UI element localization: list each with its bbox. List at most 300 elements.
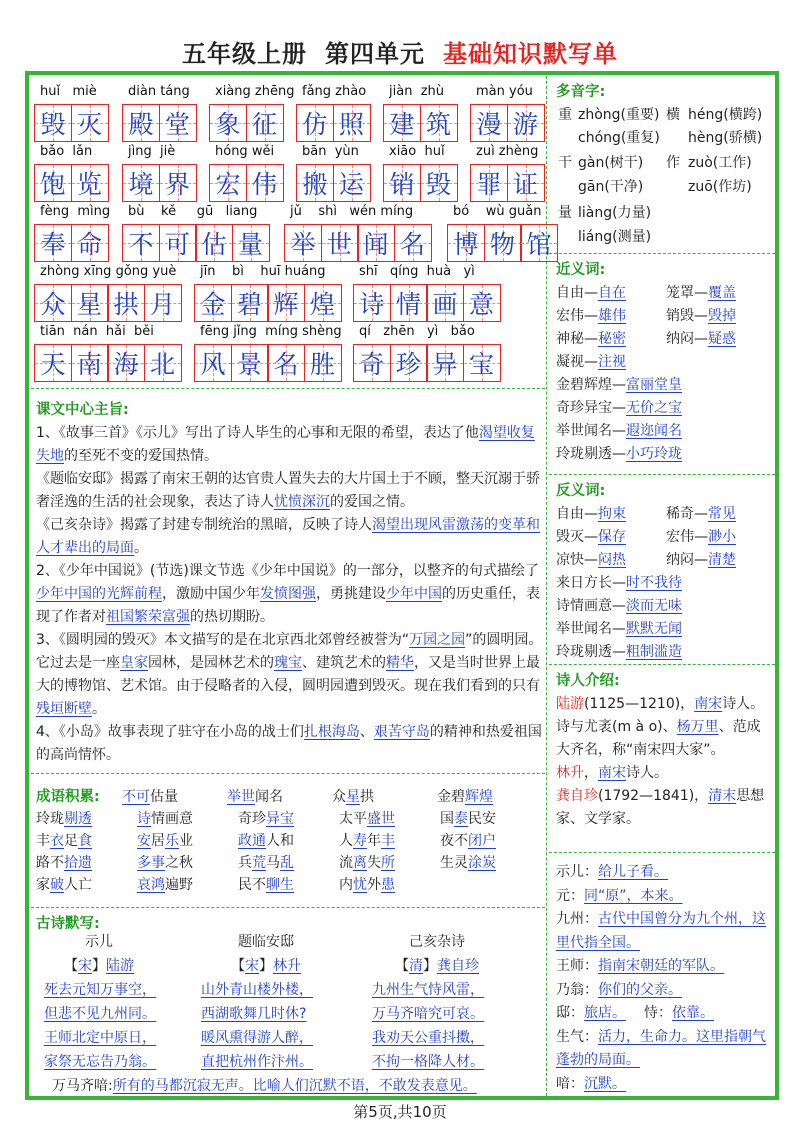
char: 征 <box>251 110 277 139</box>
title-subject: 基础知识默写单 <box>443 40 618 68</box>
word-pair: 笼罩—覆盖 <box>666 285 736 301</box>
idiom: 诗情画意 <box>137 811 193 827</box>
poem-note: 万马齐喑:所有的马都沉寂无声。比喻人们沉默不语，不敢发表意见。 <box>52 1078 477 1094</box>
poem-line: 家祭无忘告乃翁。 <box>44 1054 156 1070</box>
poem-dynasty: 清 <box>409 958 423 974</box>
idioms-section <box>36 786 542 896</box>
char-box <box>71 344 109 382</box>
word-pair: 宏伟—渺小 <box>666 529 736 545</box>
char: 月 <box>149 290 175 319</box>
char: 名 <box>273 350 299 379</box>
char-box <box>333 164 371 202</box>
pinyin: màn yóu <box>476 84 533 99</box>
char-box <box>507 164 545 202</box>
word-pair-row <box>556 549 776 572</box>
char: 闻 <box>363 230 389 259</box>
char-box <box>34 224 72 262</box>
poem-line: 九州生气恃风雷， <box>372 982 484 998</box>
char-boxes <box>122 224 268 262</box>
idiom: 国泰民安 <box>440 811 496 827</box>
word-pair: 纳闷—疑惑 <box>666 331 736 347</box>
pinyin: shī qíng huà yì <box>359 264 475 279</box>
word-pair-row <box>556 503 776 526</box>
polyphones-section: 多音字: 重 zhòng(重要) chóng(重复) 横 héng(横跨) hèng(骄横) 干 gàn(树干) gān(干净) 作 zuò(工作) zuō(作坊) 量 liàng(力量) liáng(测量) <box>556 81 776 276</box>
char: 北 <box>149 350 175 379</box>
char: 宝 <box>468 350 494 379</box>
idiom: 内忧外患 <box>339 877 395 893</box>
char-boxes <box>447 224 557 262</box>
idiom: 丰衣足食 <box>36 833 92 849</box>
char-box <box>71 164 109 202</box>
word-pair-row <box>556 572 776 595</box>
pinyin: huǐ miè <box>40 84 97 99</box>
word-pair-row <box>556 420 776 443</box>
word-pair-row <box>556 641 776 664</box>
idiom: 众星拱 <box>332 789 374 805</box>
char-box <box>394 224 432 262</box>
poem-dynasty: 宋 <box>78 958 92 974</box>
char: 销 <box>389 170 415 199</box>
char: 拱 <box>113 290 139 319</box>
char-box <box>71 224 109 262</box>
antonyms-section <box>556 480 776 664</box>
char: 漫 <box>476 110 502 139</box>
page-title <box>0 34 800 69</box>
word-pair-row <box>556 618 776 641</box>
char: 毁 <box>40 110 66 139</box>
poets-section <box>556 670 770 831</box>
char-box <box>34 164 72 202</box>
poem-title: 己亥杂诗 <box>409 934 465 950</box>
word-pair: 稀奇—常见 <box>666 506 736 522</box>
poem-title: 题临安邸 <box>238 934 294 950</box>
synonyms-section <box>556 259 776 466</box>
char: 星 <box>76 290 102 319</box>
glossary-item: 乃翁：你们的父亲。 <box>556 981 682 998</box>
char: 碧 <box>236 290 262 319</box>
char-boxes <box>296 104 369 142</box>
pinyin: jìng jiè <box>128 144 176 159</box>
idiom: 流离失所 <box>339 855 395 871</box>
char: 可 <box>164 230 190 259</box>
vocab-row <box>34 324 544 384</box>
char-box <box>34 104 72 142</box>
char-box <box>209 104 247 142</box>
char: 览 <box>76 170 102 199</box>
char-box <box>194 344 232 382</box>
poem-author-name: 龚自珍 <box>437 958 479 974</box>
idiom-row <box>36 852 542 874</box>
idiom: 玲珑剔透 <box>36 811 92 827</box>
poet-intro: 林升，南宋诗人。 <box>556 765 668 781</box>
char-box <box>71 104 109 142</box>
char-box <box>520 224 558 262</box>
poet-intro: 龚自珍(1792—1841)，清末思想家、文学家。 <box>556 788 765 827</box>
char-box <box>209 164 247 202</box>
title-unit: 第四单元 <box>325 40 425 68</box>
word-pair: 宏伟—雄伟 <box>556 308 626 324</box>
char: 举 <box>290 230 316 259</box>
vocab-row <box>34 144 544 204</box>
synonyms-title: 近义词: <box>556 262 606 278</box>
char-box <box>246 164 284 202</box>
pinyin: zuì zhèng <box>476 144 539 159</box>
divider <box>31 773 545 774</box>
char: 量 <box>237 230 263 259</box>
theme-paragraph: 2、《少年中国说》(节选)课文节选《少年中国说》的一部分，以整齐的句式描绘了少年中国的光辉前程，激励中国少年发愤图强，勇挑建设少年中国的历史重任，表现了作者对祖国繁荣富强的热切期盼。 <box>36 563 540 625</box>
char: 估 <box>201 230 227 259</box>
char: 毁 <box>425 170 451 199</box>
char-box <box>426 344 464 382</box>
title-grade: 五年级上册 <box>182 40 307 68</box>
word-pair: 神秘—秘密 <box>556 331 626 347</box>
pinyin: jiàn zhù <box>389 84 444 99</box>
char: 情 <box>395 290 421 319</box>
divider <box>31 388 545 389</box>
word-pair: 举世闻名—默默无闻 <box>556 621 682 637</box>
idiom: 金碧辉煌 <box>437 789 493 805</box>
char-boxes <box>34 104 107 142</box>
char: 搬 <box>302 170 328 199</box>
divider <box>549 664 775 665</box>
char-boxes <box>34 344 180 382</box>
poems-title: 古诗默写: <box>36 916 100 932</box>
page-footer: 第5页,共10页 <box>353 1103 447 1121</box>
word-pair: 奇珍异宝—无价之宝 <box>556 400 682 416</box>
idiom: 兵荒马乱 <box>238 855 294 871</box>
char: 罪 <box>476 170 502 199</box>
char: 殿 <box>128 110 154 139</box>
char-box <box>463 284 501 322</box>
poem-line: 山外青山楼外楼， <box>201 982 313 998</box>
pinyin: tiān nán hǎi běi <box>40 324 154 339</box>
word-pair: 举世闻名—遐迩闻名 <box>556 423 682 439</box>
char-box <box>296 104 334 142</box>
poem-title: 示儿 <box>85 934 113 950</box>
char-boxes <box>470 104 543 142</box>
idiom: 太平盛世 <box>339 811 395 827</box>
idiom: 政通人和 <box>238 833 294 849</box>
char-box <box>231 284 269 322</box>
char-box <box>420 104 458 142</box>
idioms-title: 成语积累: <box>36 789 100 805</box>
char-box <box>71 284 109 322</box>
char-boxes <box>194 344 340 382</box>
char-box <box>304 284 342 322</box>
char: 金 <box>200 290 226 319</box>
char: 馆 <box>526 230 552 259</box>
char-box <box>122 104 160 142</box>
char-box <box>159 164 197 202</box>
char: 博 <box>453 230 479 259</box>
word-pair-row <box>556 595 776 618</box>
char: 饱 <box>40 170 66 199</box>
char-boxes <box>284 224 430 262</box>
char: 奉 <box>40 230 66 259</box>
char: 风 <box>200 350 226 379</box>
pinyin: fǎng zhào <box>302 84 367 99</box>
poem-line: 暖风熏得游人醉， <box>201 1030 313 1046</box>
glossary-item: 九州：古代中国曾分为九个州，这里代指全国。 <box>556 911 766 951</box>
word-pair: 销毁—毁掉 <box>666 308 736 324</box>
theme-paragraph: 4、《小岛》故事表现了驻守在小岛的战士们扎根海岛、艰苦守岛的精神和热爱祖国的高尚情怀。 <box>36 724 542 763</box>
idiom: 哀鸿遍野 <box>137 877 193 893</box>
char-box <box>231 344 269 382</box>
char: 物 <box>489 230 515 259</box>
char: 象 <box>215 110 241 139</box>
idiom: 家破人亡 <box>36 877 92 893</box>
pinyin: bó wù guǎn <box>453 204 542 219</box>
poem-line: 王师北定中原日， <box>44 1030 156 1046</box>
idiom: 安居乐业 <box>137 833 193 849</box>
vocab-row <box>34 264 544 324</box>
pinyin: bù kě gū liang <box>128 204 258 219</box>
poem-dynasty: 宋 <box>245 958 259 974</box>
char-box <box>159 224 197 262</box>
char: 海 <box>113 350 139 379</box>
pinyin: jǔ shì wén míng <box>290 204 414 219</box>
char: 画 <box>432 290 458 319</box>
poem-line: 死去元知万事空， <box>44 982 156 998</box>
char: 建 <box>389 110 415 139</box>
char-box <box>321 224 359 262</box>
char-box <box>383 104 421 142</box>
char-box <box>304 344 342 382</box>
idiom: 夜不闭户 <box>440 833 496 849</box>
char: 运 <box>338 170 364 199</box>
pinyin: diàn táng <box>128 84 190 99</box>
char: 境 <box>128 170 154 199</box>
idiom-row <box>36 786 542 808</box>
word-pair-row <box>556 305 776 328</box>
word-pair: 自由—拘束 <box>556 506 626 522</box>
char-box <box>470 164 508 202</box>
poem <box>201 930 361 1074</box>
poem-author: 【清】龚自珍 <box>395 958 479 974</box>
char-boxes <box>209 104 282 142</box>
char: 诗 <box>359 290 385 319</box>
poem-line: 西湖歌舞几时休? <box>201 1006 307 1022</box>
word-pair: 玲珑剔透—小巧玲珑 <box>556 446 682 462</box>
char: 仿 <box>302 110 328 139</box>
char-box <box>420 164 458 202</box>
char-boxes <box>353 344 499 382</box>
idiom: 不可估量 <box>122 789 178 805</box>
word-pair: 纳闷—清楚 <box>666 552 736 568</box>
char-boxes <box>383 164 456 202</box>
theme-section <box>36 399 544 767</box>
word-pair-row <box>556 397 776 420</box>
char-box <box>144 344 182 382</box>
char-box <box>284 224 322 262</box>
idiom: 路不拾遗 <box>36 855 92 871</box>
char: 名 <box>399 230 425 259</box>
char-box <box>390 344 428 382</box>
char-box <box>357 224 395 262</box>
char: 灭 <box>76 110 102 139</box>
char-box <box>463 344 501 382</box>
char-box <box>353 344 391 382</box>
glossary-item: 王师：指南宋朝廷的军队。 <box>556 958 724 974</box>
char: 游 <box>512 110 538 139</box>
char-boxes <box>122 164 195 202</box>
pinyin: fèng mìng <box>40 204 111 219</box>
word-pair-row <box>556 443 776 466</box>
char-box <box>107 344 145 382</box>
divider <box>549 852 775 853</box>
char-box <box>107 284 145 322</box>
char-box <box>484 224 522 262</box>
theme-title: 课文中心主旨: <box>36 402 129 418</box>
idiom: 奇珍异宝 <box>238 811 294 827</box>
theme-paragraph: 1、《故事三首》《示儿》写出了诗人毕生的心事和无限的希望，表达了他渴望收复失地的至死不变的爱国热情。 <box>36 425 535 464</box>
idiom: 举世闻名 <box>227 789 283 805</box>
poems-section <box>36 912 544 1094</box>
idiom-row <box>36 808 542 830</box>
char-box <box>447 224 485 262</box>
glossary-item: 示儿：给儿子看。 <box>556 864 668 880</box>
char-box <box>383 164 421 202</box>
poets-title: 诗人介绍: <box>556 673 620 689</box>
char: 珍 <box>395 350 421 379</box>
pinyin: jīn bì huī huáng <box>200 264 326 279</box>
poem-author: 【宋】陆游 <box>64 958 134 974</box>
char: 界 <box>164 170 190 199</box>
char-boxes <box>34 164 107 202</box>
char: 不 <box>128 230 154 259</box>
poem-author-name: 林升 <box>273 958 301 974</box>
pinyin: zhòng xīng gǒng yuè <box>40 264 177 279</box>
word-pair: 毁灭—保存 <box>556 529 626 545</box>
poem-line: 我劝天公重抖擞， <box>372 1030 484 1046</box>
pinyin: bǎo lǎn <box>40 144 93 159</box>
char: 宏 <box>215 170 241 199</box>
char-boxes <box>209 164 282 202</box>
idiom-row <box>36 874 542 896</box>
char: 众 <box>40 290 66 319</box>
char-box <box>246 104 284 142</box>
pinyin: hóng wěi <box>215 144 275 159</box>
char-box <box>267 344 305 382</box>
pinyin: xiāo huǐ <box>389 144 445 159</box>
idiom: 生灵涂炭 <box>440 855 496 871</box>
char: 胜 <box>309 350 335 379</box>
char: 照 <box>338 110 364 139</box>
vocab-row <box>34 84 544 144</box>
word-pair-row <box>556 282 776 305</box>
poem-line: 直把杭州作汴州。 <box>201 1054 313 1070</box>
char-boxes <box>296 164 369 202</box>
char-box <box>390 284 428 322</box>
word-pair: 金碧辉煌—富丽堂皇 <box>556 377 682 393</box>
char-box <box>507 104 545 142</box>
word-pair-row <box>556 374 776 397</box>
word-pair: 来日方长—时不我待 <box>556 575 682 591</box>
char-box <box>470 104 508 142</box>
divider <box>31 907 545 908</box>
char-box <box>353 284 391 322</box>
word-pair-row <box>556 351 776 374</box>
char: 筑 <box>425 110 451 139</box>
char-box <box>232 224 270 262</box>
char-box <box>159 104 197 142</box>
char: 辉 <box>273 290 299 319</box>
char-boxes <box>34 224 107 262</box>
char-box <box>296 164 334 202</box>
word-pair-row <box>556 328 776 351</box>
glossary-item: 元：同“原”，本来。 <box>556 887 683 904</box>
polyphones-title: 多音字: <box>556 84 606 100</box>
char-box <box>122 164 160 202</box>
divider <box>549 474 775 475</box>
char-boxes <box>353 284 499 322</box>
word-pair-row <box>556 526 776 549</box>
word-pair: 凝视—注视 <box>556 354 626 370</box>
theme-paragraph: 《己亥杂诗》揭露了封建专制统治的黑暗，反映了诗人渴望出现风雷激荡的变革和人才辈出的局面。 <box>36 517 540 556</box>
idiom: 人寿年丰 <box>339 833 395 849</box>
char: 异 <box>432 350 458 379</box>
char-box <box>34 344 72 382</box>
poem-author: 【宋】林升 <box>231 958 301 974</box>
poet-intro: 陆游(1125—1210)，南宋诗人。诗与尤袤(m à o)、杨万里、范成大齐名，称“南宋四大家”。 <box>556 696 765 758</box>
glossary-item: 生气：活力，生命力。这里指朝气蓬勃的局面。 <box>556 1028 766 1068</box>
char-boxes <box>470 164 543 202</box>
char: 天 <box>40 350 66 379</box>
char: 奇 <box>359 350 385 379</box>
char-box <box>267 284 305 322</box>
antonyms-title: 反义词: <box>556 483 606 499</box>
char-box <box>426 284 464 322</box>
char: 景 <box>236 350 262 379</box>
char-boxes <box>122 104 195 142</box>
pinyin: bān yùn <box>302 144 359 159</box>
char-box <box>333 104 371 142</box>
char-box <box>144 284 182 322</box>
theme-paragraph: 3、《圆明园的毁灭》本文描写的是在北京西北郊曾经被誉为“万园之园”的圆明园。它过去是一座皇家园林，是园林艺术的瑰宝、建筑艺术的精华，又是当时世界上最大的博物馆、艺术馆。由于侵略者的入侵，圆明园遭到毁灭。现在我们看到的只有残垣断壁。 <box>36 632 543 717</box>
idiom: 多事之秋 <box>137 855 193 871</box>
word-pair: 诗情画意—淡而无味 <box>556 598 682 614</box>
char-boxes <box>383 104 456 142</box>
char: 意 <box>468 290 494 319</box>
poem <box>372 930 532 1074</box>
poem <box>44 930 204 1074</box>
pinyin: qí zhēn yì bǎo <box>359 324 475 339</box>
glossary-section <box>556 861 770 1096</box>
poem-author-name: 陆游 <box>106 958 134 974</box>
poem-line: 万马齐喑究可哀。 <box>372 1006 484 1022</box>
char-boxes <box>34 284 180 322</box>
char: 伟 <box>251 170 277 199</box>
char: 命 <box>76 230 102 259</box>
idiom: 民不聊生 <box>238 877 294 893</box>
poem-line: 但悲不见九州同。 <box>44 1006 156 1022</box>
word-pair: 凉快—闷热 <box>556 552 626 568</box>
char-box <box>194 284 232 322</box>
char-box <box>34 284 72 322</box>
char: 煌 <box>309 290 335 319</box>
char: 堂 <box>164 110 190 139</box>
char-box <box>122 224 160 262</box>
word-pair: 玲珑剔透—粗制滥造 <box>556 644 682 660</box>
char-boxes <box>194 284 340 322</box>
poem-line: 不拘一格降人材。 <box>372 1054 484 1070</box>
char: 证 <box>512 170 538 199</box>
char: 南 <box>76 350 102 379</box>
idiom-row <box>36 830 542 852</box>
word-pair: 自由—自在 <box>556 285 626 301</box>
glossary-item: 喑：沉默。 <box>556 1075 626 1092</box>
pinyin: fēng jǐng míng shèng <box>200 324 342 339</box>
